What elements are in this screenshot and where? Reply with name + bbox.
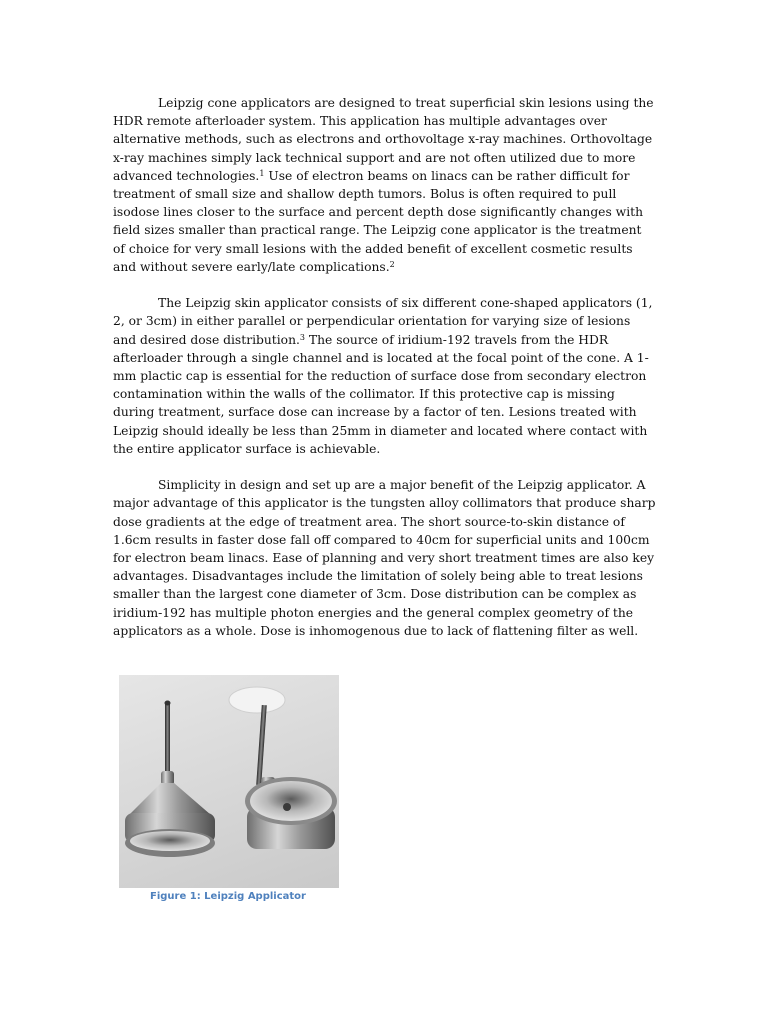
figure-caption: Figure 1: Leipzig Applicator [150,891,306,902]
left-rod [165,703,170,773]
plastic-cap [229,687,285,713]
paragraph-3 [113,476,657,640]
right-rod [256,705,267,785]
body-text [113,94,657,658]
paragraph-1 [113,94,657,276]
left-cone-face [130,831,210,851]
footnote-ref-1: 1 [259,168,265,178]
paragraph-2-text-b: The source of iridium-192 travels from the HDR afterloader through a single channel and is located at the focal point of the cone. A 1-mm plactic cap is essential for the reduction of surface dose from secondary electron contamination within the walls of the collimator. If this protective cap is missing during treatment, surface dose can increase by a factor of ten. Lesions treated with Leipzig should ideally be less than 25mm in diameter and located where contact with the entire applicator surface is achievable. [113,332,649,456]
right-cone-inner [250,781,332,821]
paragraph-1-text-a: Leipzig cone applicators are designed to treat superficial skin lesions using the HDR remote afterloader system. This application has multiple advantages over alternative methods, such as electrons and orthovoltage x-ray machines. Orthovoltage x-ray machines simply lack technical support and are not often utilized due to more advanced technologies. [113,96,654,183]
applicator-illustration [119,675,339,888]
left-cone-body [129,783,211,815]
right-cone-center [283,803,291,811]
paragraph-3-text: Simplicity in design and set up are a major benefit of the Leipzig applicator. A major advantage of this applicator is the tungsten alloy collimators that produce sharp dose gradients at the edge of treatment area. The short source-to-skin distance of 1.6cm results in faster dose fall off compared to 40cm for superficial units and 100cm for electron beam linacs. Ease of planning and very short treatment times are also key advantages. Disadvantages include the limitation of solely being able to treat lesions smaller than the largest cone diameter of 3cm. Dose distribution can be complex as iridium-192 has multiple photon energies and the general complex geometry of the applicators as a whole. Dose is inhomogenous due to lack of flattening filter as well. [113,478,656,638]
left-rod-tip [165,701,171,706]
paragraph-2 [113,294,657,458]
paragraph-2-text-a: The Leipzig skin applicator consists of six different cone-shaped applicators (1, 2, or 3cm) in either parallel or perpendicular orientation for varying size of lesions and desired dose distribution. [113,296,653,347]
footnote-ref-3: 3 [299,332,305,342]
paragraph-1-text-b: Use of electron beams on linacs can be rather difficult for treatment of small size and shallow depth tumors. Bolus is often required to pull isodose lines closer to the surface and percent depth dose significantly changes with field sizes smaller than practical range. The Leipzig cone applicator is the treatment of choice for very small lesions with the added benefit of excellent cosmetic results and without severe early/late complications. [113,168,644,274]
leipzig-applicator-photo [119,675,339,888]
left-neck [161,771,174,785]
footnote-ref-2: 2 [389,259,395,269]
